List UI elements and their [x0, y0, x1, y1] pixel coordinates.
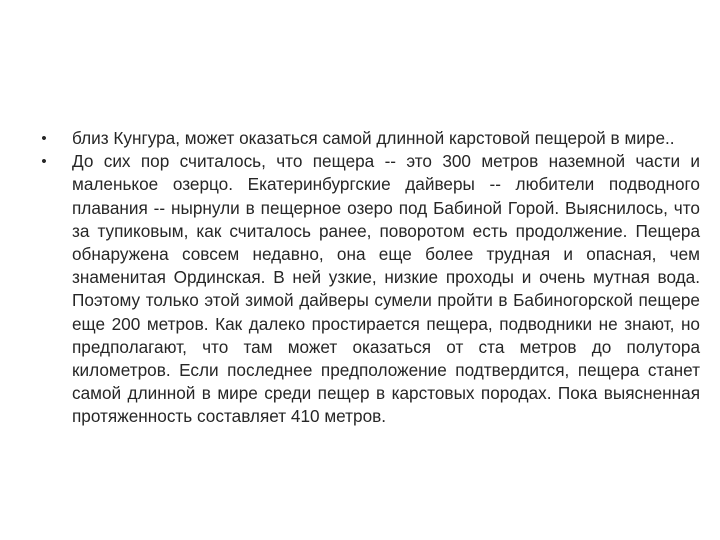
bullet-item — [36, 127, 700, 150]
bullet-item — [36, 150, 700, 428]
bullet-text: До сих пор считалось, что пещера -- это 300 метров наземной части и маленькое озерцо. Екатеринбургские дайверы -- любители подводного плавания -- нырнули в пещерное озеро под Бабиной Горой. Выяснилось, что за тупиковым, как считалось ранее, поворотом есть продолжение. Пещера обнаружена совсем недавно, она еще более трудная и опасная, чем знаменитая Ординская. В ней узкие, низкие проходы и очень мутная вода. Поэтому только этой зимой дайверы сумели пройти в Бабиногорской пещере еще 200 метров. Как далеко простирается пещера, подводники не знают, но предполагают, что там может оказаться от ста метров до полутора километров. Если последнее предположение подтвердится, пещера станет самой длинной в мире среди пещер в карстовых породах. Пока выясненная протяженность составляет 410 метров. — [72, 151, 700, 427]
bullet-marker-icon: • — [41, 153, 47, 171]
bullet-marker-icon: • — [41, 130, 47, 147]
bullet-text: близ Кунгура, может оказаться самой длинной карстовой пещерой в мире.. — [72, 128, 675, 148]
bullet-list — [36, 127, 700, 429]
